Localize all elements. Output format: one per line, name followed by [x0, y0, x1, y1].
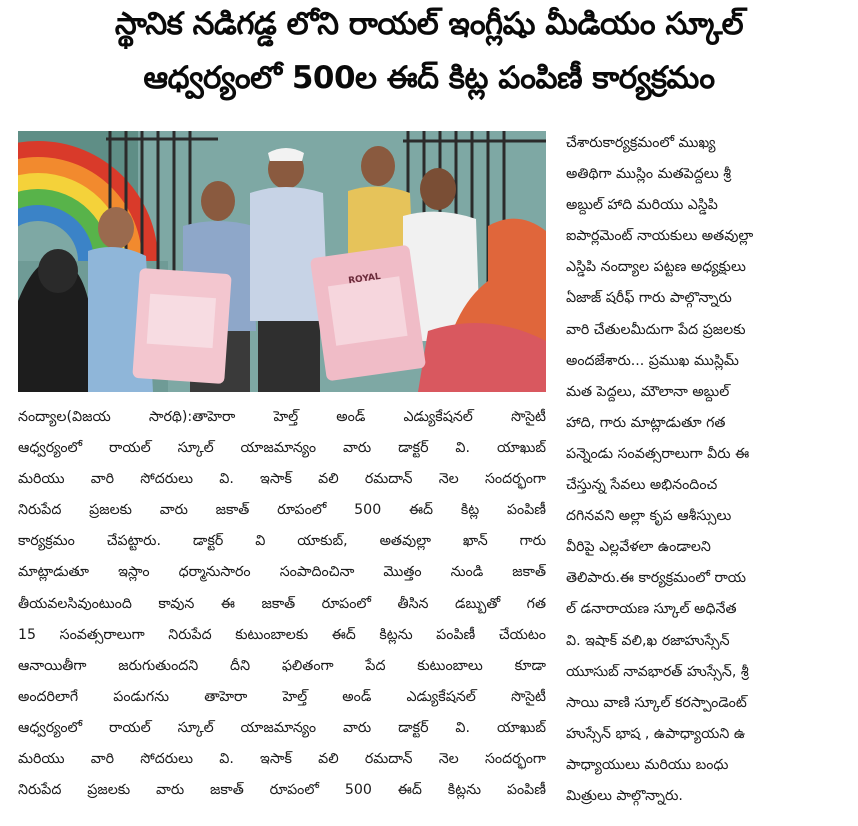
article-line: ఐపార్లమెంట్ నాయకులు అతవుల్లా: [566, 228, 754, 245]
article-line: హాది, గారు మాట్లాడుతూ గత: [566, 414, 726, 431]
article-line: ఆధ్వర్యంలో రాయల్ స్కూల్ యాజమాన్యం వారు డాక్టర్ వి. యాఖుబ్: [18, 440, 546, 457]
article-line: అందరిలాగే పండుగను తాహెరా హెల్త్ అండ్ ఎడ్యుకేషనల్ సొసైటీ: [18, 688, 546, 705]
article-line: దగినవని అల్లా కృప ఆశీస్సులు: [566, 508, 732, 525]
article-line: మరియు వారి సోదరులు వి. ఇసాక్ వలి రమదాన్ నెల సందర్భంగా: [18, 751, 546, 768]
article-line: హుస్సేన్ భాష , ఉపాధ్యాయని ఉ: [566, 725, 746, 742]
article-line: పాధ్యాయులు మరియు బంధు: [566, 756, 729, 773]
article-line: నిరుపేద ప్రజలకు వారు జకాత్ రూపంలో 500 ఈద్ కిట్లను పంపిణీ: [18, 782, 546, 799]
article-line: పన్నెండు సంవత్సరాలుగా వీరు ఈ: [566, 445, 750, 462]
article-line: చేస్తున్న సేవలు అభినందించ: [566, 477, 718, 494]
article-line: తెలిపారు.ఈ కార్యక్రమంలో రాయ: [566, 570, 746, 587]
article-line: చేశారుకార్యక్రమంలో ముఖ్య: [566, 135, 716, 151]
article-line: కార్యక్రమం చేపట్టారు. డాక్టర్ వి యాకుబ్, అతవుల్లా ఖాన్ గారు: [18, 533, 546, 550]
news-photo: [18, 131, 546, 392]
article-body-right: [566, 128, 852, 812]
article-line: నిరుపేద ప్రజలకు వారు జకాత్ రూపంలో 500 ఈద్ కిట్ల పంపిణీ: [18, 502, 546, 519]
bag-brand-label: ROYAL: [347, 271, 382, 287]
article-line: వి. ఇషాక్ వలి,ఖ రజాహుస్సేన్: [566, 632, 730, 649]
article-line: మిత్రులు పాల్గొన్నారు.: [566, 787, 683, 804]
eid-kit-bag-right: [310, 245, 426, 382]
article-line: యూసుబ్ నావభారత్ హుస్సేన్, శ్రీ: [566, 663, 749, 680]
headline-line-1: స్థానిక నడిగడ్డ లోని రాయల్ ఇంగ్లీషు మీడియం స్కూల్: [114, 6, 744, 42]
article-line: సాయి వాణి స్కూల్ కరస్పాండెంట్: [566, 694, 747, 711]
article-line: 15 సంవత్సరాలుగా నిరుపేద కుటుంబాలకు ఈద్ కిట్లను పంపిణీ చేయటం: [18, 626, 546, 643]
article-line: మరియు వారి సోదరులు వి. ఇసాక్ వలి రమదాన్ నెల సందర్భంగా: [18, 471, 546, 488]
headline-line-2: ఆధ్వర్యంలో 500ల ఈద్ కిట్ల పంపిణీ కార్యక్రమం: [143, 60, 715, 96]
article-line: నంద్యాల(విజయ సారథి):తాహెరా హెల్త్ అండ్ ఎడ్యుకేషనల్ సొసైటీ: [18, 409, 546, 425]
article-line: మాట్లాడుతూ ఇస్లాం ధర్మానుసారం సంపాదించినా మొత్తం నుండి జకాత్: [18, 564, 546, 581]
article-line: తీయవలసివుంటుంది కావున ఈ జకాత్ రూపంలో తీసిన డబ్బుతో గత: [18, 595, 546, 612]
article-body-left: [18, 402, 546, 806]
article-line: అతిథిగా ముస్లిం మతపెద్దలు శ్రీ: [566, 166, 732, 183]
eid-kit-bag-left: [132, 268, 231, 384]
article-line: ఆధ్వర్యంలో రాయల్ స్కూల్ యాజమాన్యం వారు డాక్టర్ వి. యాఖుబ్: [18, 719, 546, 736]
article-line: వీరిపై ఎల్లవేళలా ఉండాలని: [566, 539, 711, 556]
article-line: ల్ డనారాయణ స్కూల్ అధినేత: [566, 601, 737, 618]
article-line: మత పెద్దలు, మౌలానా అబ్దుల్: [566, 383, 730, 400]
article-line: ఆనాయితీగా జరుగుతుందని దీని ఫలితంగా పేద కుటుంబాలు కూడా: [18, 657, 546, 674]
article-line: వారి చేతులమీదుగా పేద ప్రజలకు: [566, 321, 746, 338]
article-line: ఎస్డిపి నంద్యాల పట్టణ అధ్యక్షులు: [566, 259, 746, 276]
article-line: ఏజాజ్ షరీఫ్ గారు పాల్గొన్నారు: [566, 290, 732, 307]
article-line: అందజేశారు... ప్రముఖ ముస్లిమ్: [566, 352, 739, 369]
article-line: అబ్దుల్ హాది మరియు ఎస్డిపి: [566, 197, 718, 214]
